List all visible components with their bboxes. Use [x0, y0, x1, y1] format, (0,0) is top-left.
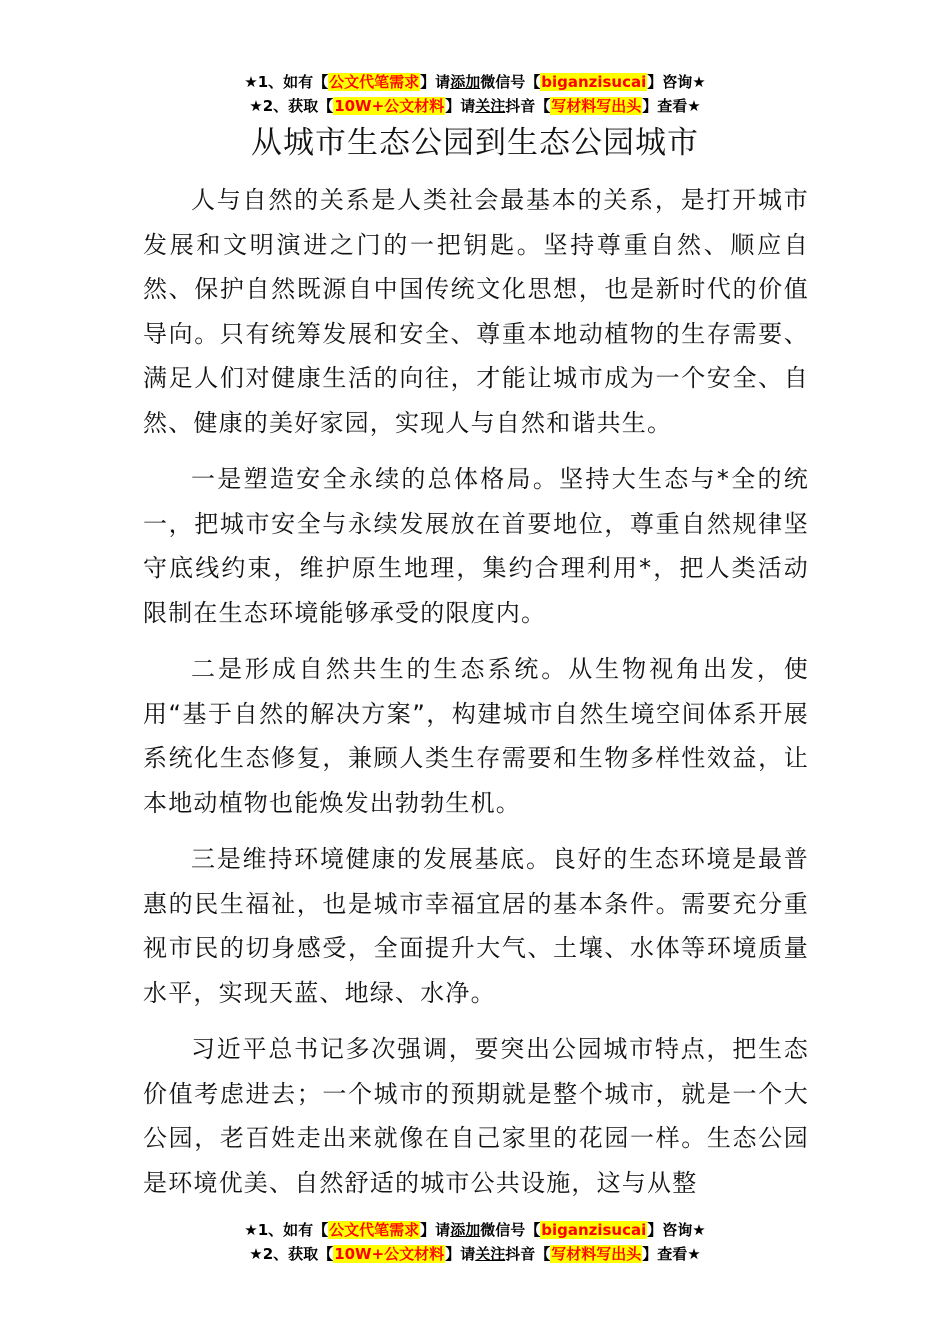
promo-highlight-wechat: biganzisucai — [541, 1221, 647, 1239]
promo-line-2 — [0, 1242, 950, 1266]
promo-line-1 — [0, 70, 950, 94]
promo-line-1 — [0, 1218, 950, 1242]
document-body — [143, 178, 809, 1217]
promo-text: 】请 — [420, 73, 451, 91]
promo-highlight-service: 公文代笔需求 — [329, 1221, 420, 1239]
promo-footer — [0, 1218, 950, 1266]
paragraph-point-1: 一是塑造安全永续的总体格局。坚持大生态与*全的统一，把城市安全与永续发展放在首要地位，尊重自然规律坚守底线约束，维护原生地理，集约合理利用*，把人类活动限制在生态环境能够承受的限度内。 — [143, 465, 809, 627]
promo-underlined: 关注 — [475, 1245, 506, 1263]
promo-text: 微信号【 — [480, 73, 541, 91]
promo-text: 】咨询★ — [647, 73, 706, 91]
promo-header — [0, 70, 950, 118]
promo-underlined: 关注 — [475, 97, 506, 115]
promo-text: 】查看★ — [642, 1245, 701, 1263]
promo-highlight-douyin: 写材料写出头 — [551, 1245, 642, 1263]
promo-highlight-wechat: biganzisucai — [541, 73, 647, 91]
promo-text: 】查看★ — [642, 97, 701, 115]
promo-text: 】请 — [445, 1245, 476, 1263]
promo-text: 】咨询★ — [647, 1221, 706, 1239]
promo-text: 】请 — [445, 97, 476, 115]
promo-text: ★2、获取【 — [249, 97, 334, 115]
paragraph-point-3: 三是维持环境健康的发展基底。良好的生态环境是最普惠的民生福祉，也是城市幸福宜居的基本条件。需要充分重视市民的切身感受，全面提升大气、土壤、水体等环境质量水平，实现天蓝、地绿、水净。 — [143, 845, 809, 1007]
promo-text: 抖音【 — [505, 97, 551, 115]
paragraph-point-2: 二是形成自然共生的生态系统。从生物视角出发，使用“基于自然的解决方案”，构建城市自然生境空间体系开展系统化生态修复，兼顾人类生存需要和生物多样性效益，让本地动植物也能焕发出勃勃生机。 — [143, 655, 809, 817]
promo-text: ★2、获取【 — [249, 1245, 334, 1263]
promo-text: 微信号【 — [480, 1221, 541, 1239]
promo-text: ★1、如有【 — [244, 1221, 329, 1239]
promo-highlight-materials: 10W+公文材料 — [334, 1245, 445, 1263]
promo-underlined: 添加 — [450, 1221, 481, 1239]
paragraph-intro: 人与自然的关系是人类社会最基本的关系，是打开城市发展和文明演进之门的一把钥匙。坚持尊重自然、顺应自然、保护自然既源自中国传统文化思想，也是新时代的价值导向。只有统筹发展和安全、尊重本地动植物的生存需要、满足人们对健康生活的向往，才能让城市成为一个安全、自然、健康的美好家园，实现人与自然和谐共生。 — [143, 186, 809, 437]
promo-underlined: 添加 — [450, 73, 481, 91]
promo-text: ★1、如有【 — [244, 73, 329, 91]
promo-line-2 — [0, 94, 950, 118]
promo-text: 】请 — [420, 1221, 451, 1239]
promo-highlight-douyin: 写材料写出头 — [551, 97, 642, 115]
document-title: 从城市生态公园到生态公园城市 — [251, 125, 699, 161]
promo-text: 抖音【 — [505, 1245, 551, 1263]
promo-highlight-materials: 10W+公文材料 — [334, 97, 445, 115]
paragraph-quote: 习近平总书记多次强调，要突出公园城市特点，把生态价值考虑进去；一个城市的预期就是整个城市，就是一个大公园，老百姓走出来就像在自己家里的花园一样。生态公园是环境优美、自然舒适的城市公共设施，这与从整 — [143, 1035, 809, 1197]
promo-highlight-service: 公文代笔需求 — [329, 73, 420, 91]
